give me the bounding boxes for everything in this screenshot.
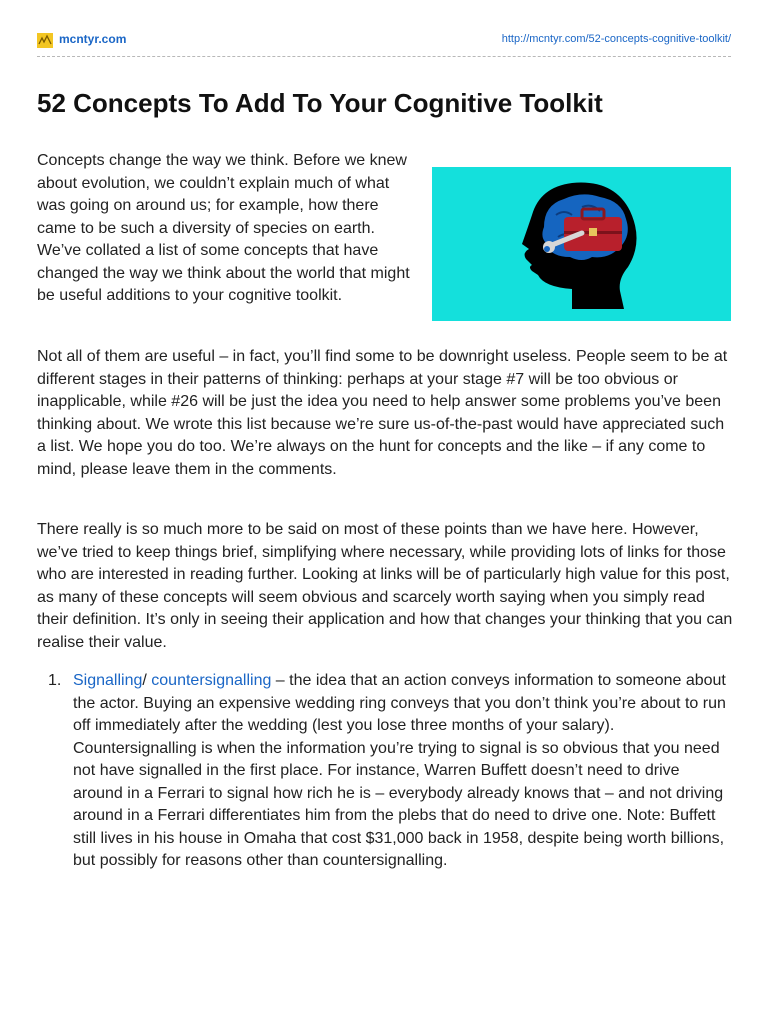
page-title: 52 Concepts To Add To Your Cognitive Toolkit (37, 88, 603, 118)
body-paragraph-3: There really is so much more to be said on most of these points than we have here. However, we’ve tried to keep things brief, simplifying where necessary, while providing lots of links for those who are interested in reading further. Looking at links will be of particularly high value for this post, as many of these concepts will seem obvious and scarcely worth saying when you simply read their definition. It’s only in seeing their application and how that changes your thinking that you can realise their value. (37, 521, 733, 651)
concept-list (37, 670, 731, 873)
countersignalling-link[interactable]: countersignalling (151, 672, 272, 689)
site-name-link[interactable]: mcntyr.com (59, 32, 127, 46)
head-briefcase-illustration (432, 167, 731, 321)
list-item-text: – the idea that an action conveys information to someone about the actor. Buying an expensive wedding ring conveys that you don’t think you’re about to run off immediately after the wedding (lest you lose three months of your salary). Countersignalling is when the information you’re trying to signal is so obvious that you need not have signalled in the first place. For instance, Warren Buffett doesn’t need to drive around in a Ferrari to signal how rich he is – everybody already knows that – and not driving around in a Ferrari differentiates him from the plebs that do need to drive one. Note: Buffett still lives in his house in Omaha that cost $31,000 back in 1958, despite being worth billions, but possibly for reasons other than countersignalling. (73, 672, 726, 869)
site-logo-icon[interactable] (37, 33, 53, 48)
intro-paragraph: Concepts change the way we think. Before we knew about evolution, we couldn’t explain much of what was going on around us; for example, how there came to be such a diversity of species on earth. We’ve collated a list of some concepts that have changed the way we think about the world that might be useful additions to your cognitive toolkit. (37, 152, 410, 304)
signalling-link[interactable]: Signalling (73, 672, 143, 689)
page-url-link[interactable]: http://mcntyr.com/52-concepts-cognitive-toolkit/ (501, 33, 731, 45)
header-divider (37, 56, 731, 57)
page-header (37, 31, 731, 51)
link-separator: / (142, 672, 152, 689)
list-item-number: 1. (48, 672, 62, 689)
body-paragraph-2: Not all of them are useful – in fact, you’ll find some to be downright useless. People seem to be at different stages in their patterns of thinking: perhaps at your stage #7 will be too obvious or inapplicable, while #26 will be just the idea you need to help answer some problems you’ve been thinking about. We wrote this list because we’re sure us-of-the-past would have appreciated such a list. We hope you do too. We’re always on the hunt for concepts and the like – if any come to mind, please leave them in the comments. (37, 348, 728, 478)
list-item (37, 670, 731, 873)
